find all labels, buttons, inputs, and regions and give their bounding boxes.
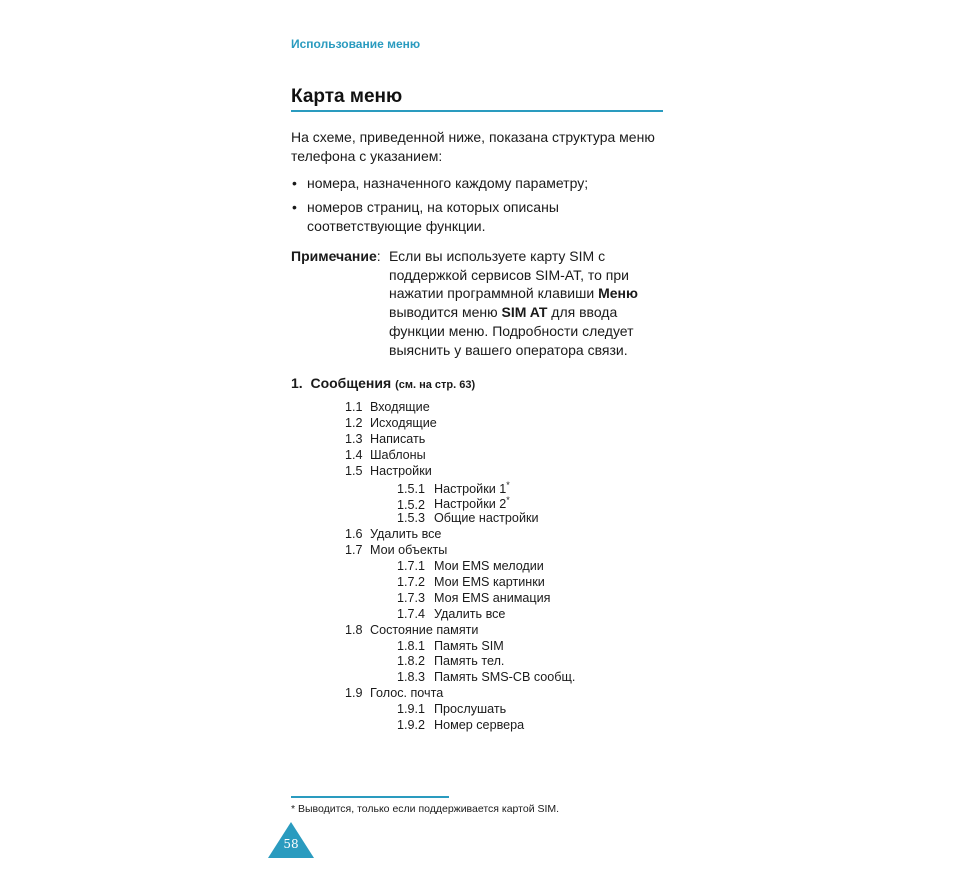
- menu-item-number: 1.7.3: [397, 590, 426, 605]
- menu-item-number: 1.6: [345, 527, 363, 542]
- note-separator: :: [376, 248, 381, 264]
- menu-item-number: 1.9: [345, 686, 363, 701]
- menu-item-label: Память SMS-CB сообщ.: [434, 670, 576, 685]
- menu-item-number: 1.5.3: [397, 511, 426, 526]
- menu-item: [345, 623, 478, 637]
- menu-item-number: 1.7.1: [397, 559, 426, 573]
- menu-item-number: 1.8.3: [397, 670, 426, 685]
- section-heading: [291, 375, 475, 391]
- menu-item: [345, 400, 430, 414]
- menu-item-label: Голос. почта: [370, 686, 444, 701]
- menu-item-label: Номер сервера: [434, 718, 525, 732]
- menu-item-number: 1.3: [345, 431, 363, 446]
- menu-item-label: Настройки: [370, 463, 432, 478]
- menu-item: [397, 559, 544, 573]
- menu-item-number: 1.5: [345, 463, 363, 478]
- note-text: выводится меню: [389, 304, 502, 321]
- bullet-item: • номеров страниц, на которых описаны соответствующие функции.: [291, 198, 663, 236]
- title-rule: [291, 110, 663, 112]
- menu-item-number: 1.4: [345, 447, 363, 462]
- menu-item-footnote-mark: *: [506, 495, 510, 506]
- menu-item-number: 1.8: [345, 622, 363, 637]
- note-bold-menu: Меню: [598, 285, 638, 302]
- page-title: Карта меню: [291, 86, 403, 107]
- intro-text: На схеме, приведенной ниже, показана структура меню телефона с указанием:: [291, 129, 655, 164]
- menu-item-number: 1.5.2: [397, 497, 426, 512]
- note-body: [389, 247, 659, 359]
- menu-item-footnote-mark: *: [506, 479, 510, 490]
- section-label: Использование меню: [291, 37, 421, 51]
- menu-item-number: 1.7: [345, 543, 363, 558]
- menu-item: [345, 686, 443, 700]
- menu-item-label: Входящие: [370, 400, 430, 414]
- section-page-ref: (см. на стр. 63): [395, 379, 476, 391]
- menu-item-number: 1.7.4: [397, 606, 426, 621]
- menu-item-number: 1.7.2: [397, 574, 426, 589]
- menu-item-label: Память SIM: [434, 638, 504, 653]
- menu-item: [345, 464, 432, 478]
- menu-item: [397, 495, 510, 511]
- note-label: Примечание: [291, 248, 377, 264]
- menu-item-number: 1.2: [345, 415, 363, 430]
- menu-item-label: Написать: [370, 431, 426, 446]
- bullet-item: • номера, назначенного каждому параметру;: [291, 174, 663, 193]
- menu-item: [397, 607, 505, 621]
- menu-item: [397, 591, 550, 605]
- menu-item-label: Настройки 1: [434, 481, 507, 496]
- menu-item-label: Удалить все: [370, 527, 442, 542]
- menu-item: [397, 511, 539, 525]
- menu-item: [397, 575, 545, 589]
- menu-item-label: Удалить все: [434, 606, 506, 621]
- menu-item: [345, 416, 437, 430]
- menu-item-label: Исходящие: [370, 415, 437, 430]
- note-text: Если вы используете карту SIM с поддержкой сервисов SIM-AT, то при нажатии программной клавиши: [389, 248, 629, 302]
- menu-item-label: Состояние памяти: [370, 622, 479, 637]
- menu-item-label: Настройки 2: [434, 497, 507, 512]
- footnote: * Выводится, только если поддерживается картой SIM.: [291, 803, 560, 815]
- note-text: для ввода функции меню. Подробности следует выяснить у вашего оператора связи.: [389, 304, 634, 358]
- menu-item-label: Мои EMS картинки: [434, 574, 545, 589]
- footnote-rule: [291, 796, 449, 798]
- menu-item: [397, 480, 510, 496]
- note-bold-simat: SIM AT: [501, 304, 548, 321]
- section-title: Сообщения: [310, 375, 392, 391]
- menu-item-label: Прослушать: [434, 702, 507, 717]
- page-number: 58: [283, 837, 299, 851]
- menu-item-number: 1.8.2: [397, 654, 426, 669]
- menu-item-label: Память тел.: [434, 654, 505, 669]
- menu-item-number: 1.5.1: [397, 481, 426, 496]
- menu-item-label: Шаблоны: [370, 447, 426, 462]
- menu-item-label: Моя EMS анимация: [434, 590, 551, 605]
- menu-item: [345, 543, 447, 557]
- menu-item-number: 1.9.2: [397, 718, 426, 732]
- menu-item-label: Мои EMS мелодии: [434, 559, 544, 573]
- menu-item-number: 1.8.1: [397, 638, 426, 653]
- menu-item-label: Мои объекты: [370, 543, 448, 558]
- menu-item: [345, 432, 425, 446]
- menu-item: [397, 654, 504, 668]
- menu-item-number: 1.9.1: [397, 702, 426, 717]
- section-number: 1.: [291, 375, 303, 391]
- menu-item: [397, 670, 575, 684]
- menu-item: [397, 718, 524, 732]
- menu-item: [397, 639, 504, 653]
- menu-item-number: 1.1: [345, 400, 363, 414]
- bullet-list: [291, 174, 663, 241]
- menu-item-label: Общие настройки: [434, 511, 539, 526]
- menu-item: [345, 448, 426, 462]
- menu-item: [397, 702, 506, 716]
- menu-item: [345, 527, 441, 541]
